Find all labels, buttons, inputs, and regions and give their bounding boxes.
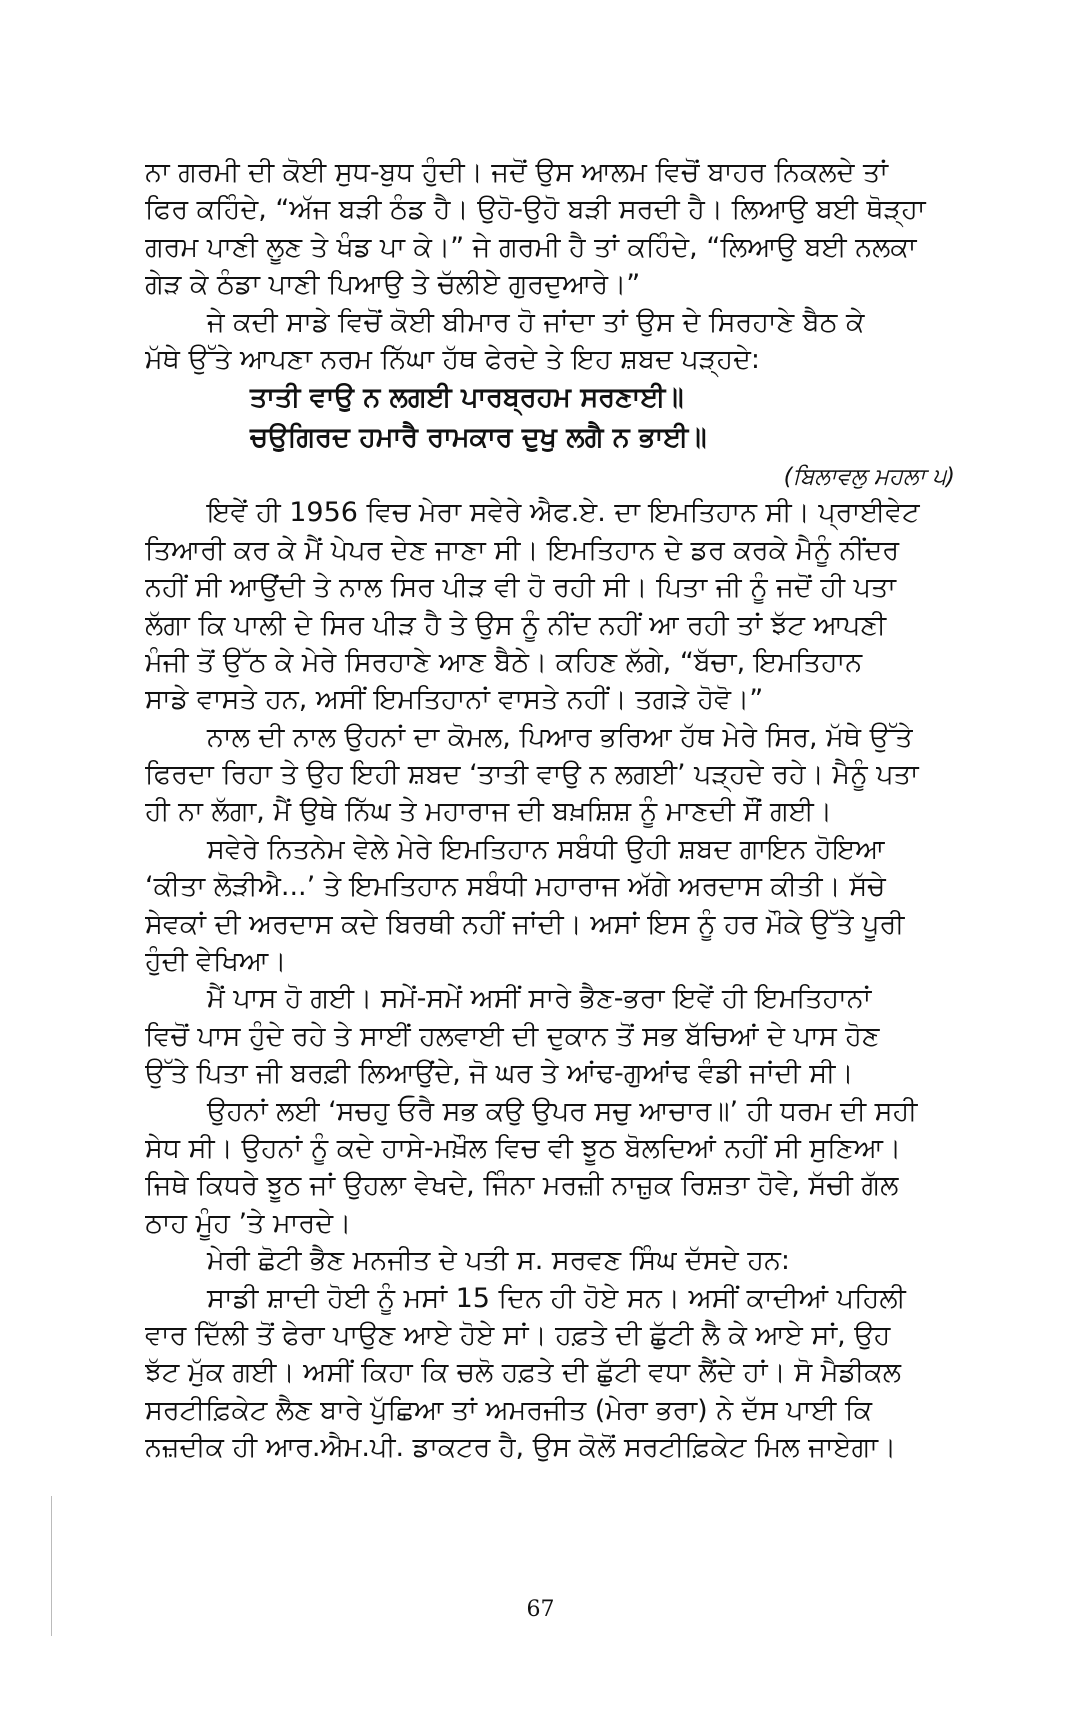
text-line: ਸੇਵਕਾਂ ਦੀ ਅਰਦਾਸ ਕਦੇ ਬਿਰਥੀ ਨਹੀਂ ਜਾਂਦੀ। ਅਸਾਂ ਇਸ ਨੂੰ ਹਰ ਮੌਕੇ ਉੱਤੇ ਪੂਰੀ [145,908,905,940]
text-line: ਫਿਰਦਾ ਰਿਹਾ ਤੇ ਉਹ ਇਹੀ ਸ਼ਬਦ ‘ਤਾਤੀ ਵਾਉ ਨ ਲਗਈ’ ਪੜ੍ਹਦੇ ਰਹੇ। ਮੈਨੂੰ ਪਤਾ [145,759,919,791]
text-line: ਨਾ ਗਰਮੀ ਦੀ ਕੋਈ ਸੁਧ-ਬੁਧ ਹੁੰਦੀ। ਜਦੋਂ ਉਸ ਆਲਮ ਵਿਚੋਂ ਬਾਹਰ ਨਿਕਲਦੇ ਤਾਂ [145,157,888,188]
text-line: ਮੰਜੀ ਤੋਂ ਉੱਠ ਕੇ ਮੇਰੇ ਸਿਰਹਾਣੇ ਆਣ ਬੈਠੇ। ਕਹਿਣ ਲੱਗੇ, “ਬੱਚਾ, ਇਮਤਿਹਾਨ [145,646,863,678]
text-line: ਠਾਹ ਮੂੰਹ ’ਤੇ ਮਾਰਦੇ। [145,1207,352,1239]
text-line: ਵਿਚੋਂ ਪਾਸ ਹੁੰਦੇ ਰਹੇ ਤੇ ਸਾਈਂ ਹਲਵਾਈ ਦੀ ਦੁਕਾਨ ਤੋਂ ਸਭ ਬੱਚਿਆਂ ਦੇ ਪਾਸ ਹੋਣ [145,1020,880,1052]
paragraph-start: ਉਹਨਾਂ ਲਈ ‘ਸਚਹੁ ਓਰੈ ਸਭ ਕਉ ਉਪਰ ਸਚੁ ਆਚਾਰ॥’ ਹੀ ਧਰਮ ਦੀ ਸਹੀ [207,1095,918,1127]
paragraph-start: ਨਾਲ ਦੀ ਨਾਲ ਉਹਨਾਂ ਦਾ ਕੋਮਲ, ਪਿਆਰ ਭਰਿਆ ਹੱਥ ਮੇਰੇ ਸਿਰ, ਮੱਥੇ ਉੱਤੇ [207,721,913,753]
text-line: ਗਰਮ ਪਾਣੀ ਲੂਣ ਤੇ ਖੰਡ ਪਾ ਕੇ।” ਜੇ ਗਰਮੀ ਹੈ ਤਾਂ ਕਹਿੰਦੇ, “ਲਿਆਉ ਬਈ ਨਲਕਾ [145,231,917,263]
text-line: ਤਿਆਰੀ ਕਰ ਕੇ ਮੈਂ ਪੇਪਰ ਦੇਣ ਜਾਣਾ ਸੀ। ਇਮਤਿਹਾਨ ਦੇ ਡਰ ਕਰਕੇ ਮੈਨੂੰ ਨੀਂਦਰ [145,534,900,566]
paragraph-start: ਸਵੇਰੇ ਨਿਤਨੇਮ ਵੇਲੇ ਮੇਰੇ ਇਮਤਿਹਾਨ ਸਬੰਧੀ ਉਹੀ ਸ਼ਬਦ ਗਾਇਨ ਹੋਇਆ [207,833,885,865]
text-line: ਹੀ ਨਾ ਲੱਗਾ, ਮੈਂ ਉਥੇ ਨਿੱਘ ਤੇ ਮਹਾਰਾਜ ਦੀ ਬਖ਼ਸ਼ਿਸ਼ ਨੂੰ ਮਾਣਦੀ ਸੌਂ ਗਈ। [145,796,833,828]
text-line: ਹੁੰਦੀ ਵੇਖਿਆ। [145,946,287,978]
text-line: ਲੱਗਾ ਕਿ ਪਾਲੀ ਦੇ ਸਿਰ ਪੀੜ ਹੈ ਤੇ ਉਸ ਨੂੰ ਨੀਂਦ ਨਹੀਂ ਆ ਰਹੀ ਤਾਂ ਝੱਟ ਆਪਣੀ [145,609,887,641]
text-line: ਨਹੀਂ ਸੀ ਆਉਂਦੀ ਤੇ ਨਾਲ ਸਿਰ ਪੀੜ ਵੀ ਹੋ ਰਹੀ ਸੀ। ਪਿਤਾ ਜੀ ਨੂੰ ਜਦੋਂ ਹੀ ਪਤਾ [145,572,897,604]
text-line: ਵਾਰ ਦਿੱਲੀ ਤੋਂ ਫੇਰਾ ਪਾਉਣ ਆਏ ਹੋਏ ਸਾਂ। ਹਫ਼ਤੇ ਦੀ ਛੁੱਟੀ ਲੈ ਕੇ ਆਏ ਸਾਂ, ਉਹ [145,1319,891,1351]
text-line: ਜਿਥੇ ਕਿਧਰੇ ਝੂਠ ਜਾਂ ਉਹਲਾ ਵੇਖਦੇ, ਜਿੰਨਾ ਮਰਜ਼ੀ ਨਾਜ਼ੁਕ ਰਿਸ਼ਤਾ ਹੋਵੇ, ਸੱਚੀ ਗੱਲ [145,1170,899,1202]
verse-line: ਤਾਤੀ ਵਾਉ ਨ ਲਗਈ ਪਾਰਬ੍ਰਹਮ ਸਰਣਾਈ॥ [250,382,684,414]
verse-line: ਚਉਗਿਰਦ ਹਮਾਰੈ ਰਾਮਕਾਰ ਦੁਖੁ ਲਗੈ ਨ ਭਾਈ॥ [250,422,707,454]
text-line: ਸਰਟੀਫ਼ਿਕੇਟ ਲੈਣ ਬਾਰੇ ਪੁੱਛਿਆ ਤਾਂ ਅਮਰਜੀਤ (ਮੇਰਾ ਭਰਾ) ਨੇ ਦੱਸ ਪਾਈ ਕਿ [145,1394,873,1426]
page-number: 67 [526,1597,555,1622]
text-line: ਨਜ਼ਦੀਕ ਹੀ ਆਰ.ਐਮ.ਪੀ. ਡਾਕਟਰ ਹੈ, ਉਸ ਕੋਲੋਂ ਸਰਟੀਫ਼ਿਕੇਟ ਮਿਲ ਜਾਏਗਾ। [145,1432,897,1464]
text-line: ਸੇਧ ਸੀ। ਉਹਨਾਂ ਨੂੰ ਕਦੇ ਹਾਸੇ-ਮਖ਼ੌਲ ਵਿਚ ਵੀ ਝੂਠ ਬੋਲਦਿਆਂ ਨਹੀਂ ਸੀ ਸੁਣਿਆ। [145,1132,902,1164]
page-body [145,154,955,1467]
text-line: ਮੱਥੇ ਉੱਤੇ ਆਪਣਾ ਨਰਮ ਨਿੱਘਾ ਹੱਥ ਫੇਰਦੇ ਤੇ ਇਹ ਸ਼ਬਦ ਪੜ੍ਹਦੇ: [145,343,761,375]
paragraph-start: ਇਵੇਂ ਹੀ 1956 ਵਿਚ ਮੇਰਾ ਸਵੇਰੇ ਐਫ.ਏ. ਦਾ ਇਮਤਿਹਾਨ ਸੀ। ਪ੍ਰਾਈਵੇਟ [207,497,920,529]
verse-citation: (ਬਿਲਾਵਲੁ ਮਹਲਾ ੫) [783,464,955,491]
text-line: ਗੇੜ ਕੇ ਠੰਡਾ ਪਾਣੀ ਪਿਆਉ ਤੇ ਚੱਲੀਏ ਗੁਰਦੁਆਰੇ।” [145,269,641,301]
text-line: ਸਾਡੇ ਵਾਸਤੇ ਹਨ, ਅਸੀਂ ਇਮਤਿਹਾਨਾਂ ਵਾਸਤੇ ਨਹੀਂ। ਤਗੜੇ ਹੋਵੋ।” [145,684,764,716]
paragraph-start: ਜੇ ਕਦੀ ਸਾਡੇ ਵਿਚੋਂ ਕੋਈ ਬੀਮਾਰ ਹੋ ਜਾਂਦਾ ਤਾਂ ਉਸ ਦੇ ਸਿਰਹਾਣੇ ਬੈਠ ਕੇ [207,306,865,338]
paragraph-start: ਮੈਂ ਪਾਸ ਹੋ ਗਈ। ਸਮੇਂ-ਸਮੇਂ ਅਸੀਂ ਸਾਰੇ ਭੈਣ-ਭਰਾ ਇਵੇਂ ਹੀ ਇਮਤਿਹਾਨਾਂ [207,983,872,1015]
paragraph-start: ਮੇਰੀ ਛੋਟੀ ਭੈਣ ਮਨਜੀਤ ਦੇ ਪਤੀ ਸ. ਸਰਵਣ ਸਿੰਘ ਦੱਸਦੇ ਹਨ: [207,1245,790,1277]
text-line: ਫਿਰ ਕਹਿੰਦੇ, “ਅੱਜ ਬੜੀ ਠੰਡ ਹੈ। ਉਹੋ-ਉਹੋ ਬੜੀ ਸਰਦੀ ਹੈ। ਲਿਆਉ ਬਈ ਥੋੜ੍ਹਾ [145,194,926,226]
text-line: ‘ਕੀਤਾ ਲੋੜੀਐ...’ ਤੇ ਇਮਤਿਹਾਨ ਸਬੰਧੀ ਮਹਾਰਾਜ ਅੱਗੇ ਅਰਦਾਸ ਕੀਤੀ। ਸੱਚੇ [145,871,886,903]
text-line: ਉੱਤੇ ਪਿਤਾ ਜੀ ਬਰਫ਼ੀ ਲਿਆਉਂਦੇ, ਜੋ ਘਰ ਤੇ ਆਂਢ-ਗੁਆਂਢ ਵੰਡੀ ਜਾਂਦੀ ਸੀ। [145,1058,854,1090]
paragraph-start: ਸਾਡੀ ਸ਼ਾਦੀ ਹੋਈ ਨੂੰ ਮਸਾਂ 15 ਦਿਨ ਹੀ ਹੋਏ ਸਨ। ਅਸੀਂ ਕਾਦੀਆਂ ਪਹਿਲੀ [207,1282,906,1314]
text-line: ਝੱਟ ਮੁੱਕ ਗਈ। ਅਸੀਂ ਕਿਹਾ ਕਿ ਚਲੋ ਹਫ਼ਤੇ ਦੀ ਛੁੱਟੀ ਵਧਾ ਲੈਂਦੇ ਹਾਂ। ਸੋ ਮੈਡੀਕਲ [145,1357,901,1389]
